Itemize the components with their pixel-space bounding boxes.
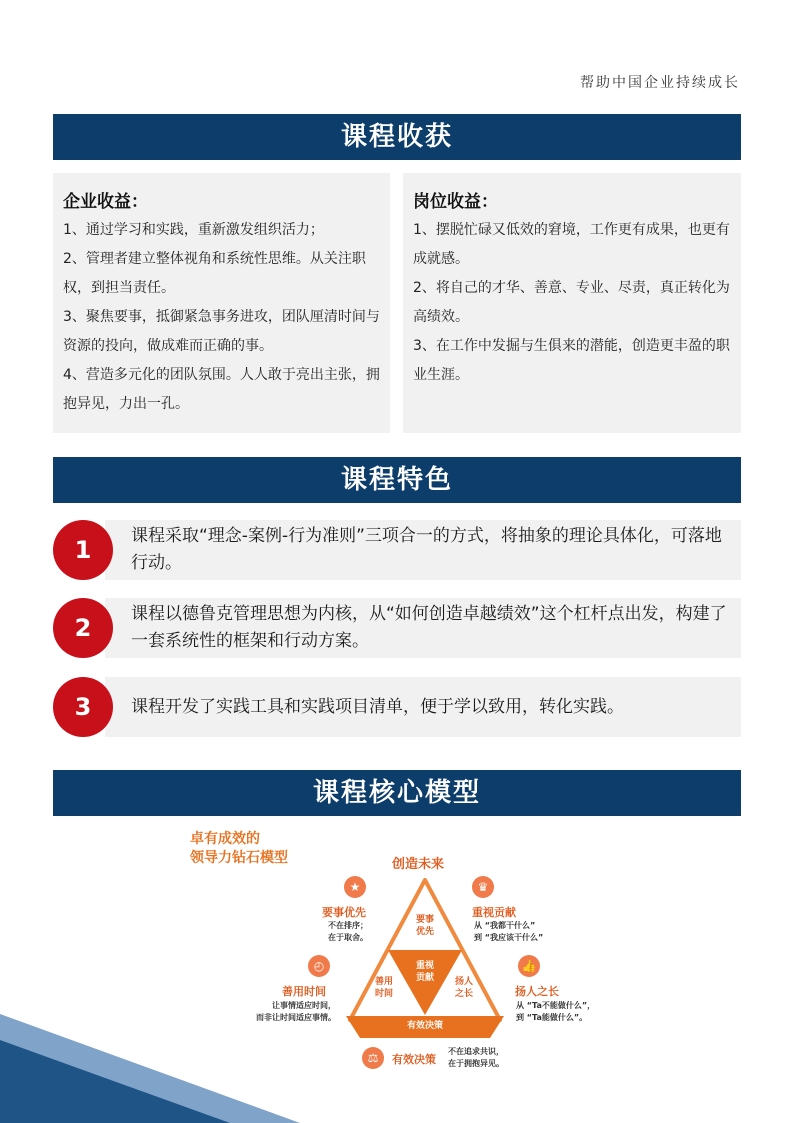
diamond-model-diagram bbox=[340, 875, 510, 1040]
model-sub-line: 从 “我都干什么” bbox=[474, 921, 536, 930]
section-title-gains: 课程收获 bbox=[53, 114, 741, 160]
model-title-line: 卓有成效的 bbox=[190, 831, 260, 847]
feature-number-badge: 3 bbox=[53, 677, 113, 737]
feature-number-badge: 1 bbox=[53, 520, 113, 580]
triangle-text-line: 贡献 bbox=[415, 973, 434, 983]
model-sub-contribution bbox=[474, 920, 543, 944]
feature-item-2 bbox=[53, 598, 741, 658]
position-gain-item: 2、将自己的才华、善意、专业、尽责，真正转化为高绩效。 bbox=[413, 280, 730, 325]
model-sub-time bbox=[246, 1000, 336, 1024]
thumbs-up-icon: 👍 bbox=[518, 955, 540, 977]
model-label-time: 善用时间 bbox=[282, 985, 326, 998]
feature-text: 课程采取“理念-案例-行为准则”三项合一的方式，将抽象的理论具体化，可落地行动。 bbox=[131, 526, 722, 573]
model-title-line: 领导力钻石模型 bbox=[190, 850, 288, 866]
enterprise-gain-item: 1、通过学习和实践，重新激发组织活力； bbox=[63, 222, 324, 238]
model-sub-line: 在于拥抱异见。 bbox=[448, 1059, 504, 1068]
model-sub-line: 而非让时间适应事情。 bbox=[256, 1013, 336, 1022]
trophy-icon: ♛ bbox=[472, 876, 494, 898]
position-gains-title: 岗位收益： bbox=[413, 192, 498, 212]
clock-icon: ◴ bbox=[308, 955, 330, 977]
model-sub-line: 到 “我应该干什么” bbox=[474, 933, 544, 942]
model-sub-priority bbox=[318, 920, 368, 944]
model-sub-strengths bbox=[516, 1000, 595, 1024]
feature-item-1 bbox=[53, 520, 741, 580]
model-sub-decision bbox=[448, 1046, 504, 1070]
triangle-right-text bbox=[449, 976, 479, 1000]
tagline: 帮助中国企业持续成长 bbox=[580, 75, 740, 91]
triangle-text-line: 善用 bbox=[374, 977, 393, 987]
triangle-text-line: 要事 bbox=[415, 915, 434, 925]
enterprise-gain-item: 2、管理者建立整体视角和系统性思维。从关注职权，到担当责任。 bbox=[63, 251, 366, 296]
triangle-text-line: 时间 bbox=[374, 989, 393, 999]
feature-text: 课程开发了实践工具和实践项目清单，便于学以致用，转化实践。 bbox=[131, 696, 624, 717]
triangle-text-line: 优先 bbox=[415, 927, 434, 937]
model-label-priority: 要事优先 bbox=[322, 906, 366, 919]
triangle-top-text bbox=[410, 914, 440, 938]
triangle-text-line: 之长 bbox=[454, 989, 473, 999]
model-sub-line: 让事情适应时间， bbox=[272, 1001, 336, 1010]
model-title bbox=[190, 830, 288, 868]
model-sub-line: 到 “Ta能做什么”。 bbox=[516, 1013, 588, 1022]
model-label-contribution: 重视贡献 bbox=[472, 906, 516, 919]
model-sub-line: 从 “Ta不能做什么”， bbox=[516, 1001, 596, 1010]
feature-item-3 bbox=[53, 677, 741, 737]
model-label-decision: 有效决策 bbox=[392, 1053, 436, 1066]
section-title-features: 课程特色 bbox=[53, 457, 741, 503]
enterprise-gain-item: 3、聚焦要事，抵御紧急事务进攻，团队厘清时间与资源的投向，做成难而正确的事。 bbox=[63, 309, 380, 354]
position-gain-item: 1、摆脱忙碌又低效的窘境，工作更有成果，也更有成就感。 bbox=[413, 222, 730, 267]
triangle-left-text bbox=[369, 976, 399, 1000]
feature-number-badge: 2 bbox=[53, 598, 113, 658]
model-sub-line: 在于取舍。 bbox=[328, 933, 368, 942]
enterprise-gains-box bbox=[53, 173, 390, 433]
model-label-strengths: 扬人之长 bbox=[515, 985, 559, 998]
section-title-model: 课程核心模型 bbox=[53, 770, 741, 816]
model-sub-line: 不在排序； bbox=[328, 921, 368, 930]
triangle-base-text: 有效决策 bbox=[406, 1021, 443, 1031]
triangle-text-line: 扬人 bbox=[454, 977, 473, 987]
enterprise-gain-item: 4、营造多元化的团队氛围。人人敢于亮出主张，拥抱异见，力出一孔。 bbox=[63, 367, 380, 412]
star-icon: ★ bbox=[344, 876, 366, 898]
enterprise-gains-title: 企业收益： bbox=[63, 192, 148, 212]
model-top-label: 创造未来 bbox=[392, 857, 445, 872]
triangle-center-text bbox=[408, 960, 442, 984]
position-gains-box bbox=[403, 173, 741, 433]
triangle-text-line: 重视 bbox=[415, 961, 434, 971]
feature-text: 课程以德鲁克管理思想为内核，从“如何创造卓越绩效”这个杠杆点出发，构建了一套系统性的框架和行动方案。 bbox=[131, 604, 727, 651]
decision-icon: ⚖ bbox=[362, 1047, 384, 1069]
model-sub-line: 不在追求共识， bbox=[448, 1047, 504, 1056]
position-gain-item: 3、在工作中发掘与生俱来的潜能，创造更丰盈的职业生涯。 bbox=[413, 338, 730, 383]
